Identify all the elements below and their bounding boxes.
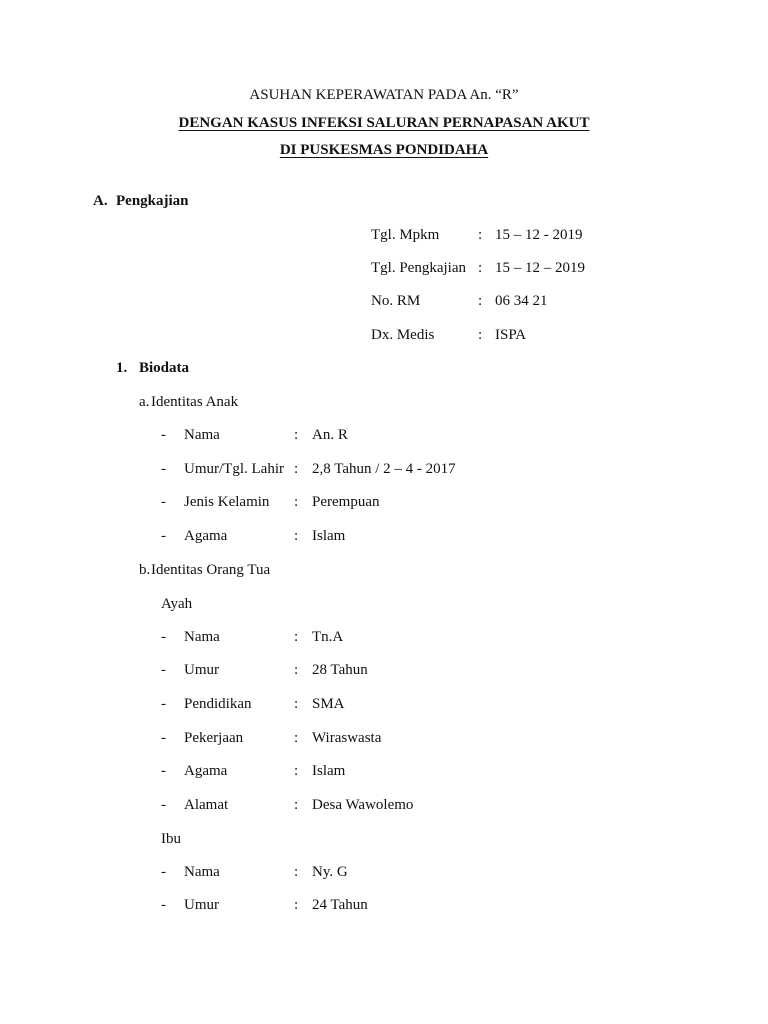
- row-colon: :: [294, 629, 299, 645]
- row-dash: -: [161, 864, 166, 880]
- row-value: Wiraswasta: [312, 730, 382, 746]
- row-value: Islam: [312, 528, 346, 544]
- meta-colon: :: [478, 227, 483, 243]
- meta-label: Tgl. Pengkajian: [371, 260, 466, 276]
- row-value: 24 Tahun: [312, 897, 368, 913]
- meta-colon: :: [478, 327, 483, 343]
- document-title-line-2: DENGAN KASUS INFEKSI SALURAN PERNAPASAN AKUT: [178, 115, 590, 131]
- meta-label: Dx. Medis: [371, 327, 435, 343]
- row-label: Pendidikan: [184, 696, 252, 712]
- row-dash: -: [161, 696, 166, 712]
- meta-colon: :: [478, 260, 483, 276]
- row-colon: :: [294, 897, 299, 913]
- parents-heading: Identitas Orang Tua: [151, 562, 271, 578]
- meta-label: No. RM: [371, 293, 421, 309]
- row-value: SMA: [312, 696, 345, 712]
- row-label: Agama: [184, 528, 228, 544]
- row-dash: -: [161, 494, 166, 510]
- row-dash: -: [161, 763, 166, 779]
- row-value: Tn.A: [312, 629, 344, 645]
- meta-value: 15 – 12 – 2019: [495, 260, 585, 276]
- row-colon: :: [294, 494, 299, 510]
- meta-colon: :: [478, 293, 483, 309]
- meta-value: ISPA: [495, 327, 527, 343]
- row-dash: -: [161, 427, 166, 443]
- row-value: Desa Wawolemo: [312, 797, 414, 813]
- document-title-line-1: ASUHAN KEPERAWATAN PADA An. “R”: [249, 87, 519, 103]
- row-value: Islam: [312, 763, 346, 779]
- row-label: Umur/Tgl. Lahir: [184, 461, 284, 477]
- row-colon: :: [294, 864, 299, 880]
- row-dash: -: [161, 897, 166, 913]
- row-colon: :: [294, 730, 299, 746]
- row-colon: :: [294, 763, 299, 779]
- document-title-line-3: DI PUSKESMAS PONDIDAHA: [279, 142, 489, 158]
- row-dash: -: [161, 461, 166, 477]
- row-colon: :: [294, 662, 299, 678]
- row-label: Nama: [184, 427, 220, 443]
- child-heading: Identitas Anak: [151, 394, 239, 410]
- row-colon: :: [294, 528, 299, 544]
- row-label: Umur: [184, 897, 219, 913]
- row-label: Nama: [184, 629, 220, 645]
- row-dash: -: [161, 730, 166, 746]
- row-dash: -: [161, 797, 166, 813]
- row-label: Nama: [184, 864, 220, 880]
- row-value: 28 Tahun: [312, 662, 368, 678]
- section-a-marker: A.: [93, 193, 108, 209]
- row-value: Perempuan: [312, 494, 380, 510]
- row-dash: -: [161, 629, 166, 645]
- parents-marker: b.: [139, 562, 151, 578]
- row-dash: -: [161, 662, 166, 678]
- row-dash: -: [161, 528, 166, 544]
- row-value: An. R: [312, 427, 348, 443]
- row-colon: :: [294, 427, 299, 443]
- father-heading: Ayah: [161, 596, 193, 612]
- child-marker: a.: [139, 394, 150, 410]
- row-label: Umur: [184, 662, 219, 678]
- row-colon: :: [294, 696, 299, 712]
- section-a-heading: Pengkajian: [116, 193, 189, 209]
- meta-value: 15 – 12 - 2019: [495, 227, 583, 243]
- row-colon: :: [294, 797, 299, 813]
- row-colon: :: [294, 461, 299, 477]
- biodata-marker: 1.: [116, 360, 128, 376]
- row-label: Agama: [184, 763, 228, 779]
- row-value: 2,8 Tahun / 2 – 4 - 2017: [312, 461, 456, 477]
- row-label: Pekerjaan: [184, 730, 244, 746]
- row-label: Jenis Kelamin: [184, 494, 270, 510]
- row-value: Ny. G: [312, 864, 348, 880]
- row-label: Alamat: [184, 797, 229, 813]
- meta-value: 06 34 21: [495, 293, 548, 309]
- meta-label: Tgl. Mpkm: [371, 227, 440, 243]
- mother-heading: Ibu: [161, 831, 181, 847]
- biodata-heading: Biodata: [139, 360, 190, 376]
